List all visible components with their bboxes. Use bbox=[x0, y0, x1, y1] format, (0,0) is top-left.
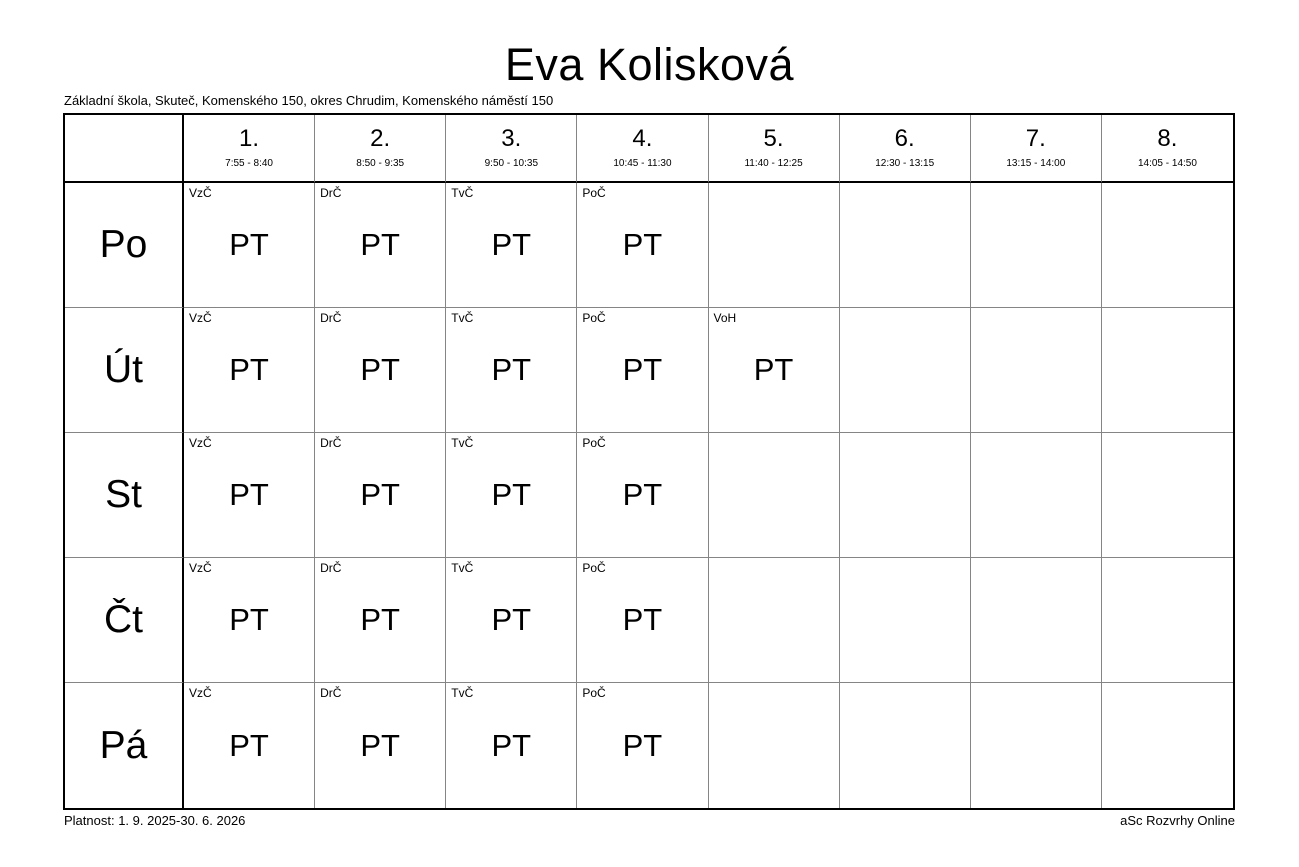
validity-text: Platnost: 1. 9. 2025-30. 6. 2026 bbox=[64, 813, 246, 828]
period-header bbox=[840, 115, 971, 183]
period-time: 10:45 - 11:30 bbox=[613, 158, 672, 169]
period-header bbox=[709, 115, 840, 183]
lesson-cell bbox=[577, 558, 708, 683]
period-time: 14:05 - 14:50 bbox=[1137, 158, 1197, 169]
subject-label: VoH bbox=[713, 311, 737, 325]
empty-cell bbox=[971, 308, 1102, 433]
empty-cell bbox=[840, 683, 971, 808]
subject-label: DrČ bbox=[320, 436, 342, 450]
subject-label: VzČ bbox=[189, 436, 212, 450]
subject-label: VzČ bbox=[189, 686, 212, 700]
period-number: 6. bbox=[894, 125, 915, 152]
period-number: 1. bbox=[239, 125, 260, 152]
class-label: PT bbox=[360, 227, 400, 262]
empty-cell bbox=[971, 183, 1102, 308]
period-number: 2. bbox=[370, 125, 391, 152]
corner-cell bbox=[65, 115, 184, 183]
empty-cell bbox=[709, 558, 840, 683]
class-label: PT bbox=[491, 727, 532, 763]
empty-cell bbox=[1102, 683, 1233, 808]
subject-label: VzČ bbox=[189, 561, 212, 575]
subject-label: VzČ bbox=[189, 186, 212, 200]
class-label: PT bbox=[229, 227, 269, 262]
empty-cell bbox=[840, 183, 971, 308]
empty-cell bbox=[971, 558, 1102, 683]
lesson-cell bbox=[709, 308, 840, 433]
day-label-cell: Út bbox=[65, 308, 184, 433]
period-time: 9:50 - 10:35 bbox=[484, 158, 538, 169]
period-number: 7. bbox=[1025, 125, 1046, 152]
lesson-cell bbox=[184, 558, 315, 683]
branding-text: aSc Rozvrhy Online bbox=[1120, 813, 1235, 828]
lesson-cell bbox=[577, 433, 708, 558]
period-header bbox=[446, 115, 577, 183]
empty-cell bbox=[840, 308, 971, 433]
class-label: PT bbox=[229, 602, 269, 637]
empty-cell bbox=[840, 558, 971, 683]
lesson-cell bbox=[315, 558, 446, 683]
class-label: PT bbox=[491, 477, 532, 512]
class-label: PT bbox=[229, 727, 269, 763]
school-subtitle: Základní škola, Skuteč, Komenského 150, okres Chrudim, Komenského náměstí 150 bbox=[64, 93, 554, 108]
period-header bbox=[1102, 115, 1233, 183]
day-label-cell: St bbox=[65, 433, 184, 558]
period-header bbox=[184, 115, 315, 183]
class-label: PT bbox=[360, 727, 400, 763]
lesson-cell bbox=[446, 183, 577, 308]
empty-cell bbox=[709, 433, 840, 558]
class-label: PT bbox=[622, 227, 663, 262]
period-header bbox=[315, 115, 446, 183]
lesson-cell bbox=[315, 683, 446, 808]
lesson-cell bbox=[315, 433, 446, 558]
class-label: PT bbox=[491, 227, 532, 262]
period-time: 8:50 - 9:35 bbox=[356, 158, 405, 169]
period-header bbox=[577, 115, 708, 183]
period-number: 8. bbox=[1157, 125, 1178, 152]
lesson-cell bbox=[315, 308, 446, 433]
empty-cell bbox=[1102, 308, 1233, 433]
subject-label: VzČ bbox=[189, 311, 212, 325]
subject-label: TvČ bbox=[451, 561, 474, 575]
empty-cell bbox=[709, 683, 840, 808]
subject-label: DrČ bbox=[320, 561, 342, 575]
subject-label: DrČ bbox=[320, 311, 342, 325]
day-label-cell: Čt bbox=[65, 558, 184, 683]
lesson-cell bbox=[184, 433, 315, 558]
lesson-cell bbox=[446, 683, 577, 808]
class-label: PT bbox=[491, 352, 532, 387]
subject-label: PoČ bbox=[582, 311, 606, 325]
class-label: PT bbox=[229, 352, 269, 387]
day-label-cell: Po bbox=[65, 183, 184, 308]
class-label: PT bbox=[622, 727, 663, 763]
empty-cell bbox=[840, 433, 971, 558]
lesson-cell bbox=[446, 558, 577, 683]
subject-label: PoČ bbox=[582, 436, 606, 450]
empty-cell bbox=[971, 683, 1102, 808]
subject-label: TvČ bbox=[451, 436, 474, 450]
class-label: PT bbox=[622, 477, 663, 512]
lesson-cell bbox=[577, 183, 708, 308]
empty-cell bbox=[1102, 558, 1233, 683]
class-label: PT bbox=[360, 602, 400, 637]
lesson-cell bbox=[184, 183, 315, 308]
class-label: PT bbox=[753, 352, 794, 387]
lesson-cell bbox=[577, 683, 708, 808]
subject-label: PoČ bbox=[582, 186, 606, 200]
subject-label: PoČ bbox=[582, 686, 606, 700]
subject-label: TvČ bbox=[451, 186, 474, 200]
subject-label: TvČ bbox=[451, 311, 474, 325]
class-label: PT bbox=[491, 602, 532, 637]
empty-cell bbox=[971, 433, 1102, 558]
timetable-grid bbox=[63, 113, 1235, 810]
class-label: PT bbox=[229, 477, 269, 512]
period-number: 5. bbox=[763, 125, 784, 152]
period-time: 11:40 - 12:25 bbox=[744, 158, 803, 169]
lesson-cell bbox=[315, 183, 446, 308]
period-time: 7:55 - 8:40 bbox=[225, 158, 273, 169]
empty-cell bbox=[709, 183, 840, 308]
day-label-cell: Pá bbox=[65, 683, 184, 808]
class-label: PT bbox=[622, 602, 663, 637]
period-number: 3. bbox=[501, 125, 522, 152]
lesson-cell bbox=[184, 683, 315, 808]
class-label: PT bbox=[360, 352, 400, 387]
lesson-cell bbox=[184, 308, 315, 433]
period-time: 12:30 - 13:15 bbox=[875, 158, 935, 169]
lesson-cell bbox=[446, 308, 577, 433]
class-label: PT bbox=[360, 477, 400, 512]
lesson-cell bbox=[577, 308, 708, 433]
empty-cell bbox=[1102, 183, 1233, 308]
empty-cell bbox=[1102, 433, 1233, 558]
period-number: 4. bbox=[632, 125, 653, 152]
lesson-cell bbox=[446, 433, 577, 558]
page-title: Eva Kolisková bbox=[504, 39, 795, 90]
subject-label: PoČ bbox=[582, 561, 606, 575]
period-time: 13:15 - 14:00 bbox=[1006, 158, 1066, 169]
class-label: PT bbox=[622, 352, 663, 387]
subject-label: TvČ bbox=[451, 686, 474, 700]
subject-label: DrČ bbox=[320, 686, 342, 700]
subject-label: DrČ bbox=[320, 186, 342, 200]
period-header bbox=[971, 115, 1102, 183]
